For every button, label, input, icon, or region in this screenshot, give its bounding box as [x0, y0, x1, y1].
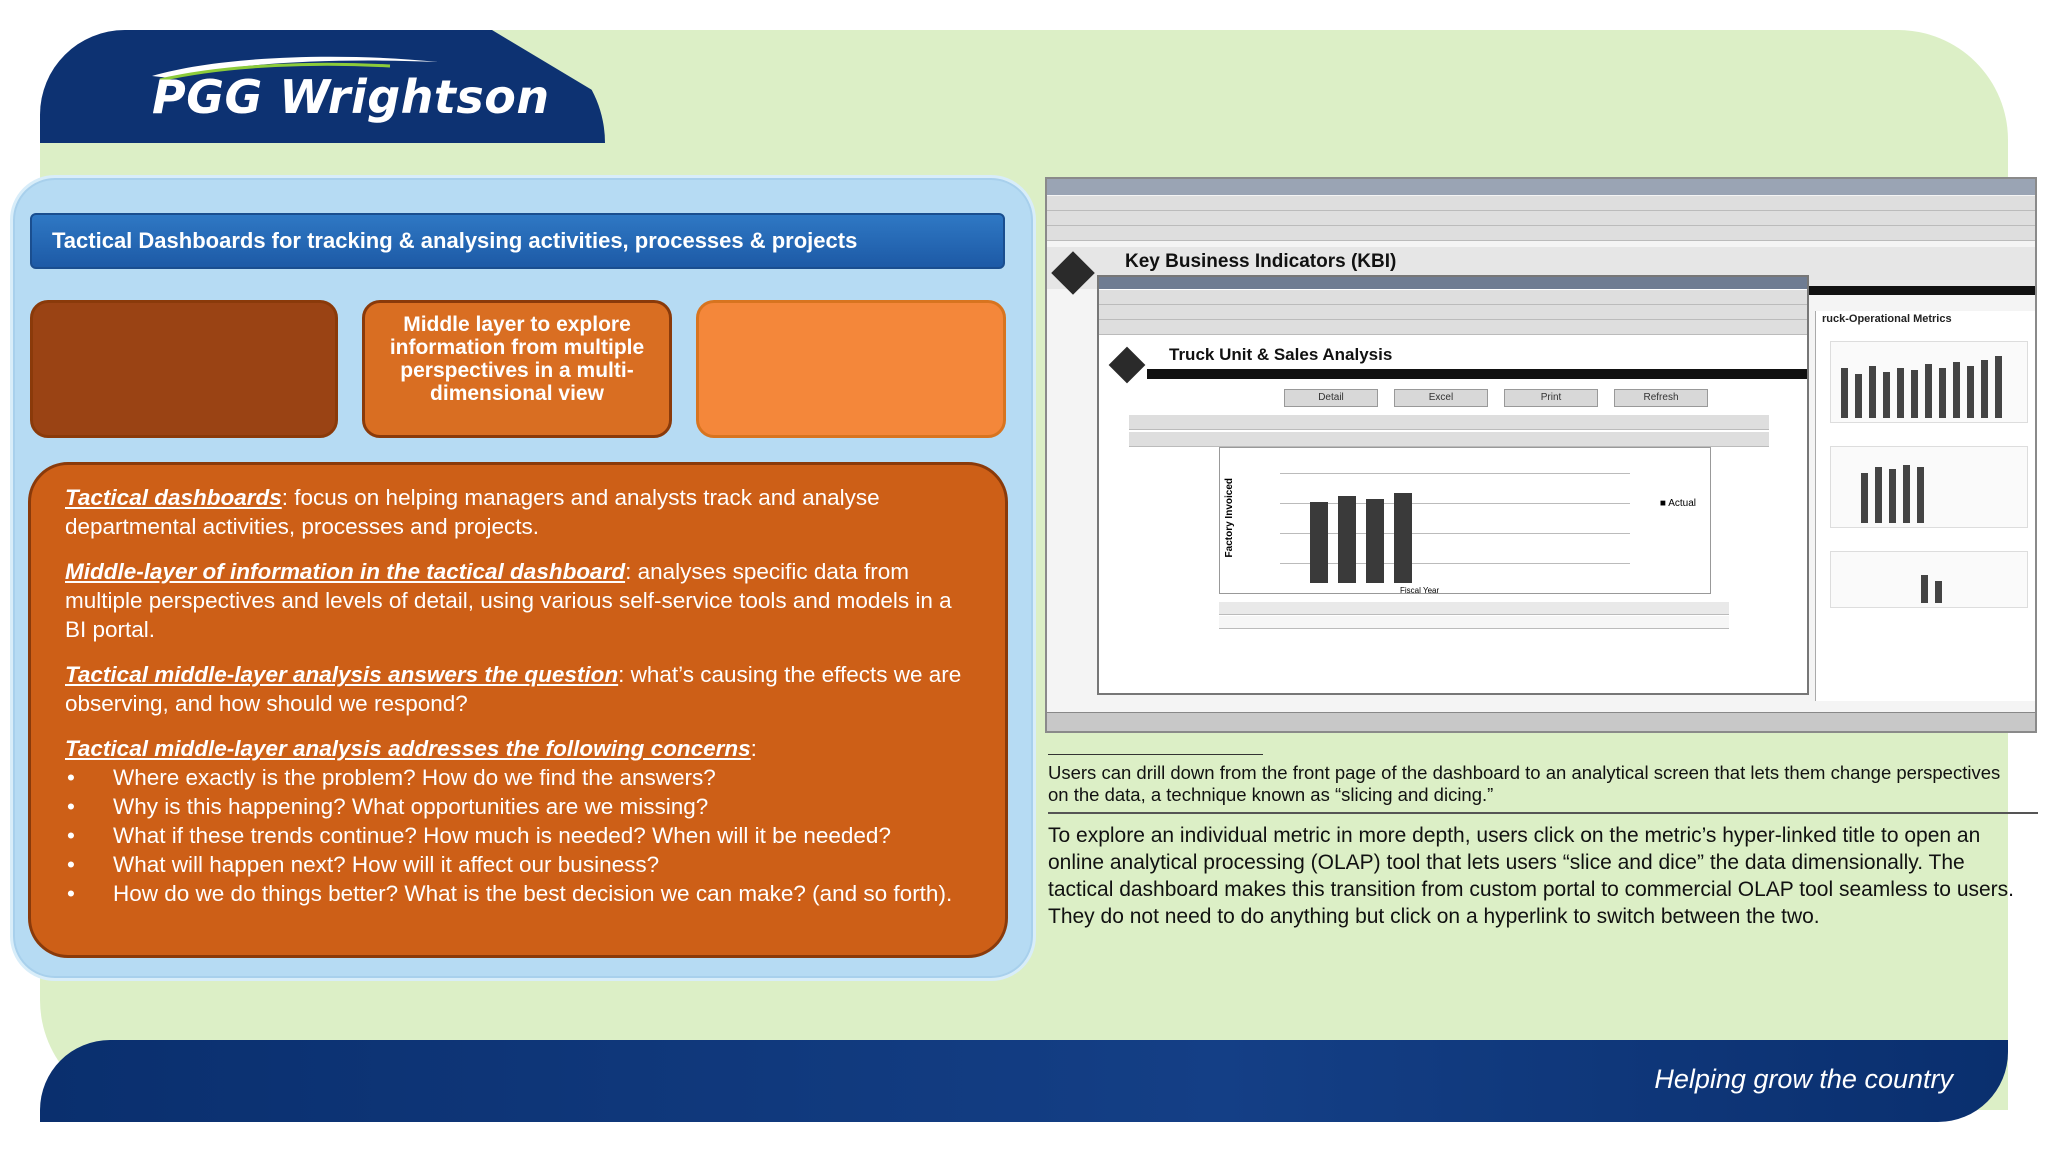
layer-box-right	[696, 300, 1006, 438]
mini-chart	[1830, 341, 2028, 423]
side-panel-title: ruck-Operational Metrics	[1822, 313, 1952, 325]
browser-menubar	[1047, 196, 2035, 211]
section-divider	[1048, 812, 2038, 814]
olap-chart	[1219, 447, 1711, 594]
concerns-list	[65, 763, 971, 908]
list-item: • Why is this happening? What opportunities are we missing?	[113, 792, 971, 821]
detail-button[interactable]: Detail	[1284, 389, 1378, 407]
mini-chart	[1830, 446, 2028, 528]
explanation-text: To explore an individual metric in more depth, users click on the metric’s hyper-linked title to open an online analytical processing (OLAP) tool that lets users “slice and dice” the data dimensionally. The tactical dashboard makes this transition from custom portal to commercial OLAP tool seamless to users. They do not need to do anything but click on a hyperlink to switch between the two.	[1048, 824, 2015, 928]
chart-bar	[1310, 502, 1328, 583]
metrics-side-panel	[1815, 311, 2036, 701]
chart-legend: ■ Actual	[1659, 498, 1696, 509]
paragraph-text: : analyses specific data from multiple perspectives and levels of detail, using various self-service tools and models in a BI portal.	[65, 559, 952, 642]
chart-legend-label: Actual	[1668, 498, 1696, 509]
mini-chart	[1830, 551, 2028, 608]
screenshot-caption: Users can drill down from the front page of the dashboard to an analytical screen that lets them change perspectives on the data, a technique known as “slicing and dicing.”	[1048, 762, 2001, 805]
footer-bar	[40, 1040, 2008, 1122]
paragraph-text: : focus on helping managers and analysts track and analyse departmental activities, processes and projects.	[65, 485, 880, 539]
paragraph	[65, 734, 971, 763]
olap-window	[1097, 275, 1809, 695]
print-button[interactable]: Print	[1504, 389, 1598, 407]
browser-addressbar	[1047, 226, 2035, 241]
truck-menu-strip	[1147, 369, 1807, 379]
paragraph	[65, 557, 971, 644]
truck-logo-icon	[1109, 347, 1146, 384]
layer-box-left	[30, 300, 338, 438]
refresh-button[interactable]: Refresh	[1614, 389, 1708, 407]
browser-toolbar	[1047, 211, 2035, 226]
excel-button[interactable]: Excel	[1394, 389, 1488, 407]
description-box	[28, 462, 1008, 958]
chart-bar	[1366, 499, 1384, 583]
olap-filter-row	[1129, 432, 1769, 447]
dashboard-screenshot	[1045, 177, 2037, 733]
chart-ylabel: Factory Invoiced	[1224, 478, 1235, 558]
kbi-title: Key Business Indicators (KBI)	[1125, 251, 1397, 272]
taskbar	[1047, 712, 2035, 731]
paragraph-heading: Tactical middle-layer analysis answers the question	[65, 662, 619, 687]
olap-addressbar	[1099, 320, 1807, 335]
logo-wordmark: PGG Wrightson	[152, 70, 550, 124]
paragraph-heading: Tactical dashboards	[65, 485, 282, 510]
olap-titlebar	[1099, 277, 1807, 289]
olap-menubar	[1099, 290, 1807, 305]
chart-xlabel: Fiscal Year	[1400, 586, 1440, 595]
olap-toolbar	[1099, 305, 1807, 320]
data-value-row	[1219, 616, 1729, 629]
panel-title: Tactical Dashboards for tracking & analysing activities, processes & projects	[30, 213, 1005, 269]
data-header-row	[1219, 602, 1729, 615]
paragraph-text: :	[750, 736, 757, 761]
paragraph	[65, 483, 971, 541]
layer-box-middle: Middle layer to explore information from multiple perspectives in a multi-dimensional view	[362, 300, 672, 438]
chart-bar	[1394, 493, 1412, 583]
footer-tagline: Helping grow the country	[1654, 1064, 1953, 1094]
chart-bar	[1338, 496, 1356, 583]
olap-chart-toolbar	[1129, 415, 1769, 430]
paragraph-heading: Middle-layer of information in the tactical dashboard	[65, 559, 626, 584]
paragraph-heading: Tactical middle-layer analysis addresses the following concerns	[65, 736, 751, 761]
list-item: • What will happen next? How will it affect our business?	[113, 850, 971, 879]
list-item: • Where exactly is the problem? How do we find the answers?	[113, 763, 971, 792]
paragraph	[65, 660, 971, 718]
paragraph-text: : what’s causing the effects we are observing, and how should we respond?	[65, 662, 962, 716]
list-item: • What if these trends continue? How much is needed? When will it be needed?	[113, 821, 971, 850]
list-item: • How do we do things better? What is the best decision we can make? (and so forth).	[113, 879, 971, 908]
caption-rule	[1048, 754, 1263, 755]
truck-title: Truck Unit & Sales Analysis	[1169, 345, 1393, 364]
browser-titlebar	[1047, 179, 2035, 195]
